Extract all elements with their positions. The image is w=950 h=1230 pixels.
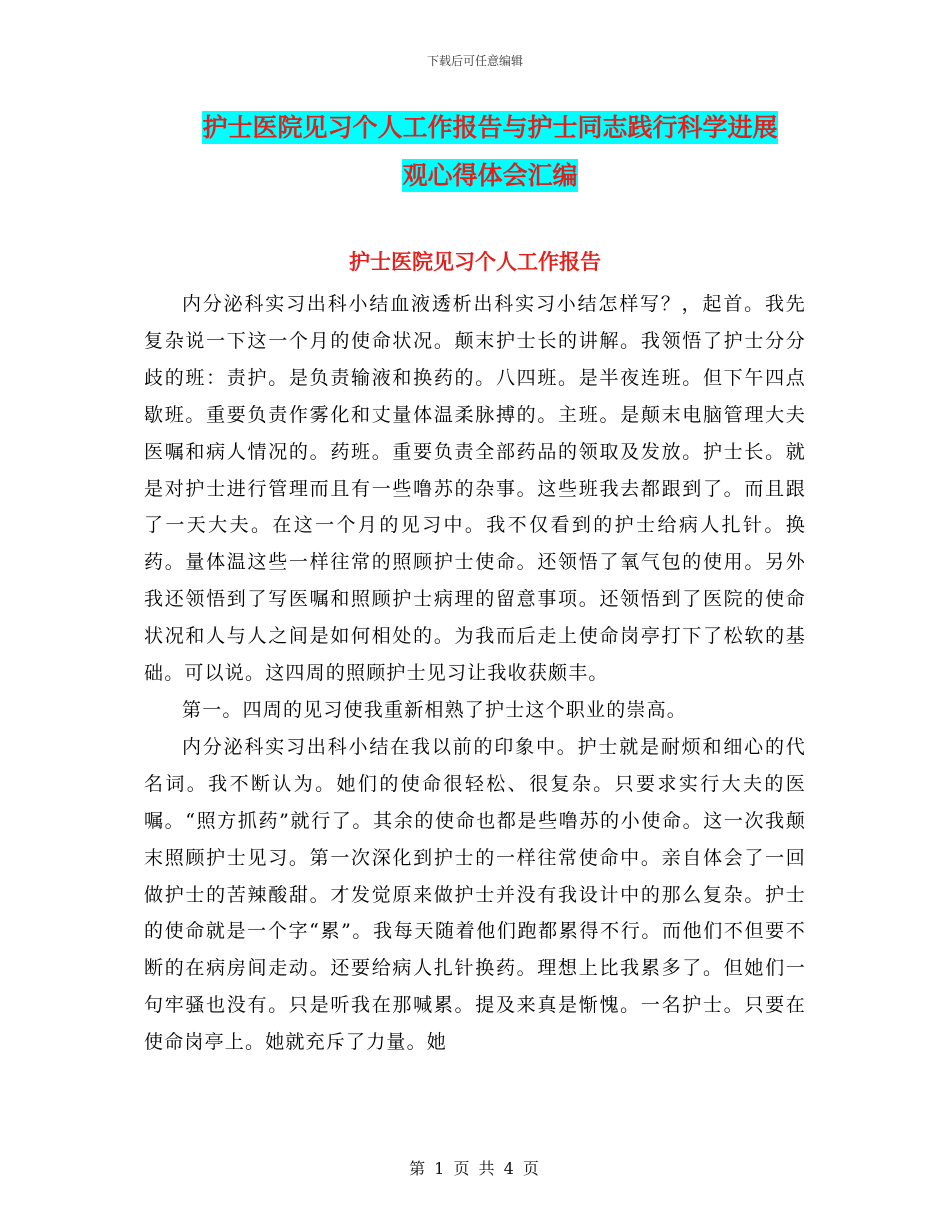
document-title-line-2: 观心得体会汇编 <box>402 161 578 190</box>
page-number: 第 1 页 共 4 页 <box>409 1159 541 1178</box>
body-paragraph: 内分泌科实习出科小结血液透析出科实习小结怎样写？，起首。我先复杂说一下这一个月的使命状况。颠末护士长的讲解。我领悟了护士分分歧的班：责护。是负责输液和换药的。八四班。是半夜连班。但下午四点歇班。重要负责作雾化和丈量体温柔脉搏的。主班。是颠末电脑管理大夫医嘱和病人情况的。药班。重要负责全部药品的领取及发放。护士长。就是对护士进行管理而且有一些噜苏的杂事。这些班我去都跟到了。而且跟了一天大夫。在这一个月的见习中。我不仅看到的护士给病人扎针。换药。量体温这些一样往常的照顾护士使命。还领悟了氧气包的使用。另外我还领悟到了写医嘱和照顾护士病理的留意事项。还领悟到了医院的使命状况和人与人之间是如何相处的。为我而后走上使命岗亭打下了松软的基础。可以说。这四周的照顾护士见习让我收获颇丰。 <box>144 293 806 685</box>
document-title <box>140 104 840 200</box>
body-paragraph: 内分泌科实习出科小结在我以前的印象中。护士就是耐烦和细心的代名词。我不断认为。她们的使命很轻松、很复杂。只要求实行大夫的医嘱。“照方抓药”就行了。其余的使命也都是些噜苏的小使命。这一次我颠末照顾护士见习。第一次深化到护士的一样往常使命中。亲自体会了一回做护士的苦辣酸甜。才发觉原来做护士并没有我设计中的那么复杂。护士的使命就是一个字“累”。我每天随着他们跑都累得不行。而他们不但要不断的在病房间走动。还要给病人扎针换药。理想上比我累多了。但她们一句牢骚也没有。只是听我在那喊累。提及来真是惭愧。一名护士。只要在使命岗亭上。她就充斥了力量。她 <box>144 735 806 1054</box>
document-title-line-1: 护士医院见习个人工作报告与护士同志践行科学进展 <box>202 113 778 142</box>
body-paragraph: 第一。四周的见习使我重新相熟了护士这个职业的崇高。 <box>182 698 688 721</box>
header-note: 下载后可任意编辑 <box>426 54 523 68</box>
section-title: 护士医院见习个人工作报告 <box>349 250 601 274</box>
document-body <box>144 286 806 1061</box>
